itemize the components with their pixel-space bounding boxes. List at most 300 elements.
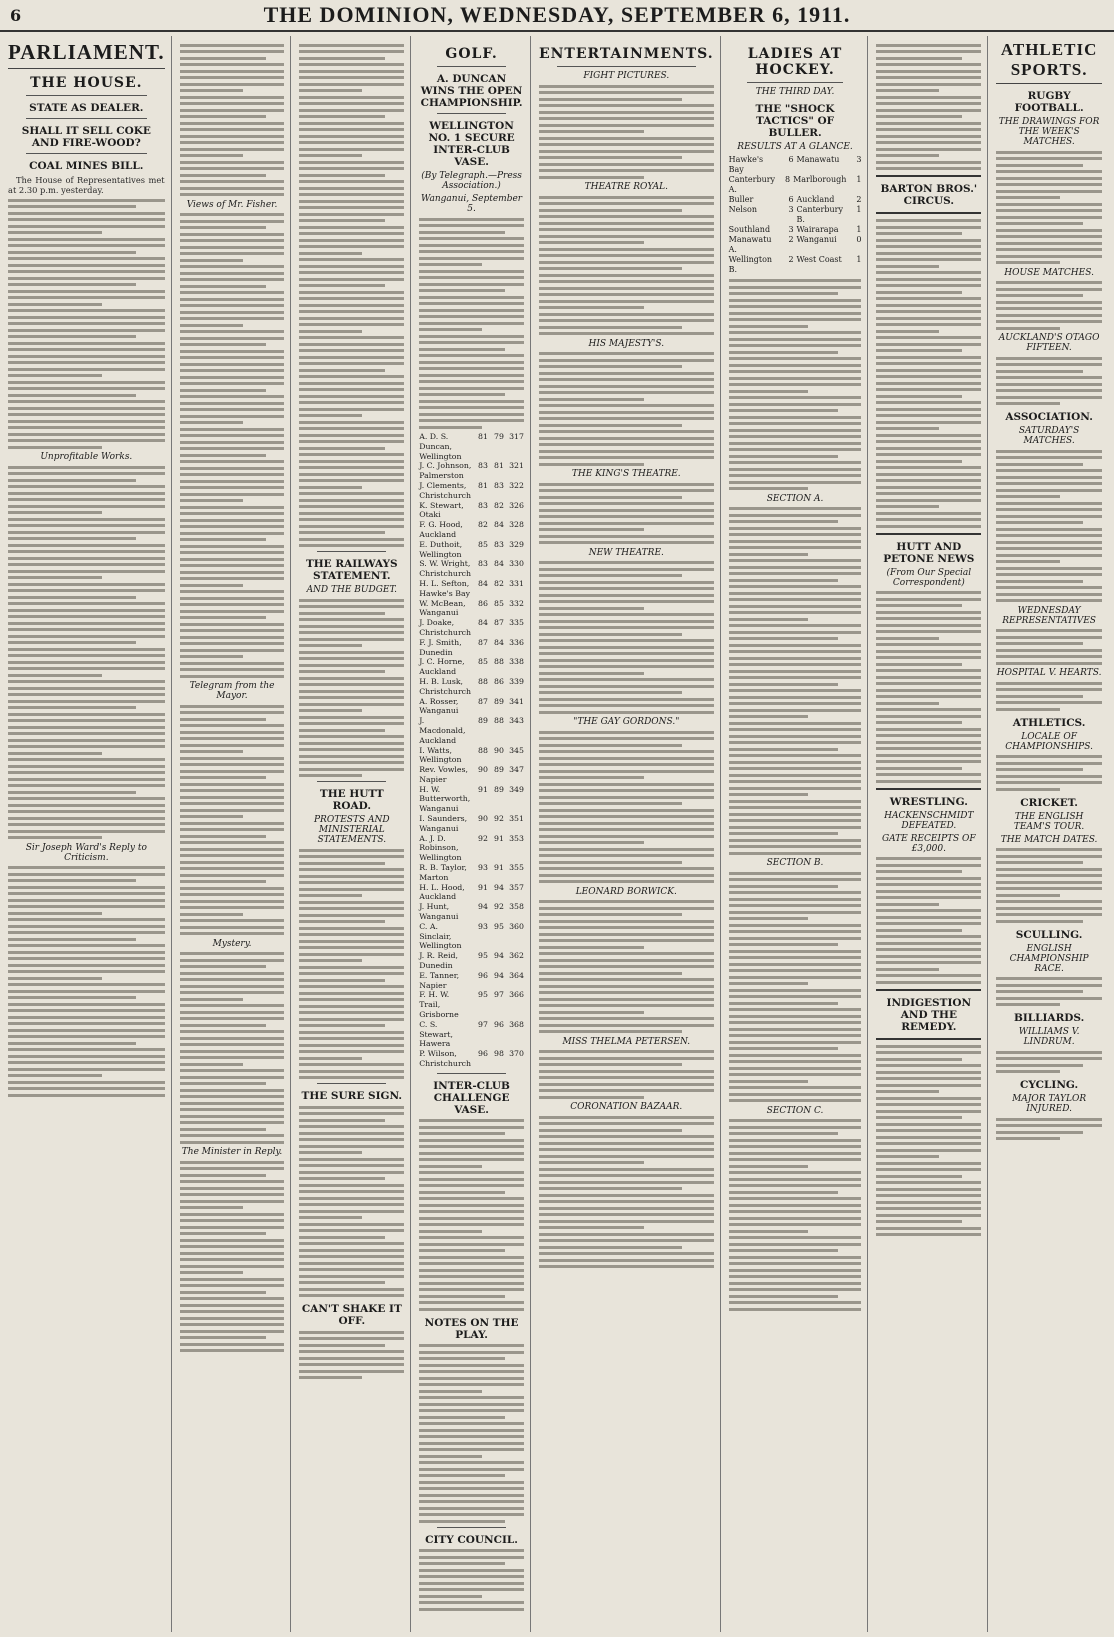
hockey-result-row — [729, 175, 862, 195]
player-name: H. L. Hood, Auckland — [419, 882, 465, 902]
intro-text: The House of Representatives met at 2.30 p.m. yesterday. — [8, 175, 165, 195]
score-cell: 329 — [509, 539, 524, 549]
score-cell: 89 — [494, 765, 504, 775]
intercup-heading: INTER-CLUB CHALLENGE VASE. — [433, 1079, 510, 1116]
minister-reply-heading: The Minister in Reply. — [181, 1147, 283, 1157]
score-cell: 87 — [478, 696, 488, 706]
score-cell: 90 — [478, 814, 488, 824]
golf-score-row — [419, 922, 524, 951]
score-cell: 98 — [494, 1049, 504, 1059]
text-lines — [996, 977, 1102, 1006]
score-cell: 331 — [509, 578, 524, 588]
section-c-heading: SECTION C. — [766, 1105, 824, 1116]
score-cell: 82 — [478, 520, 488, 530]
golf-score-row — [419, 863, 524, 883]
hockey-heading: LADIES AT HOCKEY. — [747, 46, 843, 78]
player-name: J. C. Horne, Auckland — [419, 657, 465, 677]
text-lines — [876, 591, 981, 783]
leonard-borwick-heading: LEONARD BORWICK. — [575, 886, 677, 897]
text-lines — [419, 1119, 524, 1311]
coronation-bazaar-heading: CORONATION BAZAAR. — [570, 1102, 683, 1112]
saturday-matches-heading: SATURDAY'S MATCHES. — [1018, 426, 1080, 446]
auckland-otago-heading: AUCKLAND'S OTAGO FIFTEEN. — [998, 333, 1100, 353]
score-cell: 91 — [494, 863, 504, 873]
score-cell: 92 — [494, 902, 504, 912]
score-cell: 321 — [509, 461, 524, 471]
joseph-ward-heading: Sir Joseph Ward's Reply to Criticism. — [25, 842, 147, 863]
text-lines — [299, 44, 404, 548]
score-cell: 81 — [494, 461, 504, 471]
player-name: C. A. Sinclair, Wellington — [419, 921, 462, 951]
golf-score-row — [419, 902, 524, 922]
player-name: F. J. Smith, Dunedin — [419, 637, 462, 657]
text-lines — [876, 857, 981, 984]
score-cell: 353 — [509, 833, 524, 843]
team-name: Buller — [728, 195, 754, 204]
score-cell: 366 — [509, 990, 524, 1000]
score-cell: 96 — [478, 1049, 488, 1059]
score-cell: 88 — [494, 716, 504, 726]
text-lines — [996, 755, 1102, 791]
player-name: J. Macdonald, Auckland — [419, 716, 466, 745]
team-score: 2 — [788, 235, 794, 244]
golf-score-row — [419, 814, 524, 834]
score-cell: 91 — [478, 784, 488, 794]
gay-gordons-heading: "THE GAY GORDONS." — [573, 717, 680, 727]
player-name: J. Hunt, Wanganui — [419, 902, 459, 922]
english-tour-heading: THE ENGLISH TEAM'S TOUR. — [1013, 811, 1085, 832]
billiards-subheading: WILLIAMS V. LINDRUM. — [1018, 1027, 1080, 1047]
text-lines — [419, 1549, 524, 1611]
column-entertainments — [537, 36, 721, 1632]
masthead — [0, 0, 1114, 32]
player-name: K. Stewart, Otaki — [419, 500, 464, 520]
score-cell: 83 — [494, 480, 504, 490]
text-lines — [539, 1116, 714, 1269]
score-cell: 83 — [478, 500, 488, 510]
score-cell: 341 — [509, 696, 524, 706]
text-lines — [539, 731, 714, 884]
golf-score-row — [419, 785, 524, 814]
hockey-result-row — [729, 205, 862, 225]
score-cell: 84 — [494, 520, 504, 530]
text-lines — [996, 1118, 1102, 1141]
team-name: Wellington B. — [728, 255, 773, 274]
golf-wellington-heading: WELLINGTON NO. 1 SECURE INTER-CLUB VASE. — [428, 120, 515, 168]
score-cell: 360 — [509, 921, 524, 931]
score-cell: 82 — [494, 578, 504, 588]
score-cell: 88 — [478, 676, 488, 686]
score-cell: 83 — [494, 539, 504, 549]
score-cell: 91 — [478, 882, 488, 892]
column-parliament-continued — [178, 36, 292, 1632]
player-name: F. H. W. Trail, Grisborne — [419, 990, 459, 1020]
golf-score-row — [419, 520, 524, 540]
rugby-heading: RUGBY FOOTBALL. — [1014, 90, 1084, 114]
player-name: J. R. Reid, Dunedin — [419, 951, 458, 971]
column-athletic-sports — [994, 36, 1108, 1632]
score-cell: 97 — [494, 990, 504, 1000]
golf-score-row — [419, 834, 524, 863]
hutt-road-heading: THE HUTT ROAD. — [319, 788, 384, 812]
mystery-heading: Mystery. — [212, 938, 252, 949]
golf-score-row — [419, 971, 524, 991]
team-name: Nelson — [728, 205, 758, 214]
hospital-hearts-heading: HOSPITAL V. HEARTS. — [996, 668, 1102, 678]
indigestion-heading: INDIGESTION AND THE REMEDY. — [886, 996, 972, 1033]
team-name: Hawke's Bay — [728, 155, 764, 174]
player-name: E. Duthoit, Wellington — [419, 539, 463, 559]
text-lines — [996, 629, 1102, 665]
player-name: A. J. D. Robinson, Wellington — [419, 833, 462, 863]
theatre-royal-heading: THEATRE ROYAL. — [584, 182, 668, 192]
team-name: Wanganui — [796, 235, 837, 244]
team-name: Marlborough — [793, 175, 847, 184]
golf-dateline: Wanganui, September 5. — [421, 194, 523, 214]
score-cell: 95 — [478, 990, 488, 1000]
team-name: Wairarapa — [796, 225, 839, 234]
team-name: Auckland — [796, 195, 835, 204]
score-cell: 88 — [478, 745, 488, 755]
column-golf — [417, 36, 531, 1632]
player-name: H. L. Sefton, Hawke's Bay — [419, 578, 471, 598]
text-lines — [299, 599, 404, 778]
text-lines — [180, 705, 285, 936]
score-cell: 351 — [509, 814, 524, 824]
team-name: Southland — [728, 225, 771, 234]
score-cell: 85 — [494, 598, 504, 608]
score-cell: 94 — [478, 902, 488, 912]
score-cell: 95 — [494, 921, 504, 931]
golf-score-row — [419, 559, 524, 579]
barton-circus-heading: BARTON BROS.' CIRCUS. — [880, 183, 978, 207]
score-cell: 357 — [509, 882, 524, 892]
score-cell: 95 — [478, 951, 488, 961]
player-name: P. Wilson, Christchurch — [419, 1049, 472, 1068]
score-cell: 90 — [478, 765, 488, 775]
text-lines — [539, 196, 714, 336]
golf-score-row — [419, 716, 524, 745]
team-score: 6 — [788, 155, 794, 164]
text-lines — [539, 352, 714, 466]
section-b-heading: SECTION B. — [766, 858, 824, 868]
score-cell: 345 — [509, 745, 524, 755]
golf-score-row — [419, 579, 524, 599]
score-cell: 94 — [494, 970, 504, 980]
text-lines — [180, 213, 285, 678]
golf-subheading: A. DUNCAN WINS THE OPEN CHAMPIONSHIP. — [420, 73, 523, 109]
railways-heading: THE RAILWAYS STATEMENT. — [305, 558, 398, 582]
entertainments-heading: ENTERTAINMENTS. — [538, 46, 714, 62]
player-name: F. G. Hood, Auckland — [419, 520, 463, 539]
text-lines — [996, 450, 1102, 603]
golf-score-row — [419, 990, 524, 1019]
score-cell: 349 — [509, 784, 524, 794]
text-lines — [539, 561, 714, 714]
team-score: 3 — [856, 155, 862, 164]
sure-sign-heading: THE SURE SIGN. — [301, 1090, 403, 1102]
thelma-petersen-heading: MISS THELMA PETERSEN. — [562, 1036, 691, 1047]
golf-score-row — [419, 618, 524, 638]
score-cell: 94 — [494, 882, 504, 892]
score-cell: 88 — [494, 657, 504, 667]
golf-score-row — [419, 657, 524, 677]
team-score: 6 — [788, 195, 794, 204]
text-lines — [180, 1161, 285, 1353]
team-score: 8 — [784, 175, 791, 184]
text-lines — [299, 849, 404, 1080]
athletics-heading: ATHLETICS. — [1012, 716, 1086, 729]
player-name: R. B. Taylor, Marton — [419, 863, 467, 882]
text-lines — [996, 151, 1102, 265]
results-glance-heading: RESULTS AT A GLANCE. — [737, 142, 853, 152]
player-name: J. Doake, Christchurch — [419, 618, 472, 637]
score-cell: 368 — [509, 1019, 524, 1029]
text-lines — [539, 483, 714, 545]
player-name: J. C. Johnson, Palmerston — [419, 461, 472, 481]
score-cell: 328 — [509, 520, 524, 530]
score-cell: 89 — [494, 784, 504, 794]
hockey-result-row — [729, 155, 862, 175]
team-score: 1 — [856, 205, 862, 214]
kings-theatre-heading: THE KING'S THEATRE. — [571, 469, 681, 479]
notes-play-heading: NOTES ON THE PLAY. — [424, 1316, 519, 1341]
golf-score-row — [419, 765, 524, 785]
sculling-subheading: ENGLISH CHAMPIONSHIP RACE. — [1009, 943, 1089, 974]
golf-score-row — [419, 677, 524, 697]
page-number: 6 — [10, 5, 22, 25]
score-cell: 343 — [509, 716, 524, 726]
score-cell: 84 — [494, 559, 504, 569]
score-cell: 84 — [478, 578, 488, 588]
hutt-petone-subheading: (From Our Special Correspondent) — [886, 567, 972, 588]
telegram-heading: Telegram from the Mayor. — [189, 681, 275, 701]
text-lines — [539, 900, 714, 1033]
golf-score-row — [419, 883, 524, 903]
golf-score-row — [419, 951, 524, 971]
text-lines — [729, 279, 862, 490]
score-cell: 89 — [494, 696, 504, 706]
score-cell: 332 — [509, 598, 524, 608]
team-score: 2 — [856, 195, 862, 204]
score-cell: 90 — [494, 745, 504, 755]
text-lines — [8, 199, 165, 449]
text-lines — [876, 219, 981, 528]
text-lines — [996, 1051, 1102, 1074]
team-name: West Coast — [796, 255, 842, 264]
athletic-sports-heading: ATHLETIC SPORTS. — [996, 40, 1102, 84]
views-fisher-heading: Views of Mr. Fisher. — [186, 199, 278, 210]
player-name: A. Rosser, Wanganui — [419, 696, 459, 716]
hockey-result-row — [729, 235, 862, 255]
score-cell: 87 — [494, 618, 504, 628]
article-body — [8, 175, 165, 195]
section-a-heading: SECTION A. — [766, 493, 824, 504]
score-cell: 91 — [494, 833, 504, 843]
player-name: A. D. S. Duncan, Wellington — [419, 432, 462, 461]
player-name: E. Tanner, Napier — [419, 970, 460, 990]
text-lines — [8, 866, 165, 1097]
newspaper-title: THE DOMINION, WEDNESDAY, SEPTEMBER 6, 1911. — [263, 2, 851, 27]
cricket-heading: CRICKET. — [1020, 796, 1078, 809]
text-lines — [299, 1331, 404, 1380]
score-cell: 97 — [478, 1019, 488, 1029]
coal-bill-heading: COAL MINES BILL. — [29, 160, 144, 172]
golf-score-row — [419, 432, 524, 461]
his-majestys-heading: HIS MAJESTY'S. — [588, 338, 665, 349]
column-seven — [874, 36, 988, 1632]
score-cell: 326 — [509, 500, 524, 510]
score-cell: 336 — [509, 637, 524, 647]
house-heading: THE HOUSE. — [30, 75, 143, 91]
golf-score-row — [419, 599, 524, 619]
hockey-result-row — [729, 225, 862, 235]
score-cell: 84 — [478, 618, 488, 628]
score-cell: 92 — [494, 814, 504, 824]
column-parliament — [6, 36, 172, 1632]
column-hockey — [727, 36, 869, 1632]
score-cell: 84 — [494, 637, 504, 647]
score-cell: 370 — [509, 1049, 524, 1059]
text-lines — [729, 872, 862, 1103]
score-cell: 83 — [478, 559, 488, 569]
golf-scores-table — [419, 432, 524, 1069]
score-cell: 87 — [478, 637, 488, 647]
locale-championships-heading: LOCALE OF CHAMPIONSHIPS. — [1005, 731, 1093, 752]
score-cell: 362 — [509, 951, 524, 961]
team-score: 1 — [856, 255, 862, 264]
cycling-subheading: MAJOR TAYLOR INJURED. — [1012, 1094, 1087, 1114]
text-lines — [996, 682, 1102, 711]
shock-tactics-heading: THE "SHOCK TACTICS" OF BULLER. — [755, 103, 835, 139]
score-cell: 338 — [509, 657, 524, 667]
match-dates-heading: THE MATCH DATES. — [1000, 834, 1098, 845]
new-theatre-heading: NEW THEATRE. — [588, 547, 664, 558]
golf-byline: (By Telegraph.—Press Association.) — [421, 171, 522, 191]
hockey-results-table — [729, 155, 862, 275]
score-cell: 317 — [509, 432, 524, 441]
score-cell: 355 — [509, 863, 524, 873]
text-lines — [996, 281, 1102, 330]
team-score: 0 — [856, 235, 862, 244]
golf-score-row — [419, 540, 524, 560]
score-cell: 92 — [478, 833, 488, 843]
team-score: 1 — [856, 225, 862, 234]
newspaper-columns — [6, 36, 1108, 1632]
text-lines — [419, 1344, 524, 1523]
player-name: H. W. Butterworth, Wanganui — [419, 784, 471, 814]
team-name: Manawatu — [796, 155, 840, 164]
score-cell: 339 — [509, 676, 524, 686]
text-lines — [876, 1045, 981, 1237]
score-cell: 82 — [494, 500, 504, 510]
association-heading: ASSOCIATION. — [1005, 411, 1093, 423]
score-cell: 364 — [509, 970, 524, 980]
player-name: I. Watts, Wellington — [419, 745, 462, 765]
budget-heading: AND THE BUDGET. — [306, 585, 398, 595]
draws-heading: THE DRAWINGS FOR THE WEEK'S MATCHES. — [998, 117, 1100, 147]
cycling-heading: CYCLING. — [1020, 1079, 1079, 1091]
player-name: J. Clements, Christchurch — [419, 480, 472, 500]
text-lines — [8, 466, 165, 840]
sculling-heading: SCULLING. — [1015, 928, 1083, 941]
score-cell: 85 — [478, 657, 488, 667]
team-name: Canterbury A. — [728, 175, 776, 194]
score-cell: 83 — [478, 461, 488, 471]
coke-heading: SHALL IT SELL COKE AND FIRE-WOOD? — [21, 125, 151, 149]
text-lines — [996, 357, 1102, 406]
golf-score-row — [419, 638, 524, 658]
golf-score-row — [419, 746, 524, 766]
billiards-heading: BILLIARDS. — [1013, 1012, 1085, 1024]
golf-score-row — [419, 697, 524, 717]
score-cell: 96 — [494, 1019, 504, 1029]
player-name: S. W. Wright, Christchurch — [419, 559, 472, 579]
player-name: W. McBean, Wanganui — [419, 598, 466, 618]
score-cell: 86 — [494, 676, 504, 686]
text-lines — [996, 848, 1102, 923]
text-lines — [539, 1050, 714, 1099]
hutt-petone-heading: HUTT AND PETONE NEWS — [883, 540, 975, 565]
house-matches-heading: HOUSE MATCHES. — [1004, 267, 1094, 278]
third-day-heading: THE THIRD DAY. — [755, 87, 835, 97]
score-cell: 94 — [494, 951, 504, 961]
score-cell: 81 — [478, 480, 488, 490]
score-cell: 93 — [478, 921, 488, 931]
score-cell: 85 — [478, 539, 488, 549]
golf-score-row — [419, 501, 524, 521]
protests-heading: PROTESTS AND MINISTERIAL STATEMENTS. — [314, 815, 390, 845]
text-lines — [419, 218, 524, 429]
parliament-heading: PARLIAMENT. — [8, 40, 165, 69]
score-cell: 322 — [509, 480, 524, 490]
team-name: Canterbury B. — [796, 205, 843, 224]
team-score: 2 — [788, 255, 794, 264]
text-lines — [729, 1119, 862, 1311]
hockey-result-row — [729, 195, 862, 205]
team-score: 1 — [856, 175, 862, 184]
unprofitable-heading: Unprofitable Works. — [40, 452, 133, 462]
score-cell: 96 — [478, 970, 488, 980]
column-three — [297, 36, 411, 1632]
wednesday-reps-heading: WEDNESDAY REPRESENTATIVES — [1002, 605, 1096, 626]
golf-score-row — [419, 461, 524, 481]
cant-shake-heading: CAN'T SHAKE IT OFF. — [301, 1303, 402, 1327]
hackenschmidt-heading: HACKENSCHMIDT DEFEATED. — [884, 810, 974, 831]
score-cell: 86 — [478, 598, 488, 608]
golf-heading: GOLF. — [445, 46, 498, 62]
score-cell: 358 — [509, 902, 524, 912]
player-name: C. S. Stewart, Hawera — [419, 1019, 453, 1049]
score-cell: 93 — [478, 863, 488, 873]
score-cell: 330 — [509, 559, 524, 569]
golf-score-row — [419, 1020, 524, 1049]
gate-receipts-heading: GATE RECEIPTS OF £3,000. — [881, 833, 976, 854]
team-name: Manawatu A. — [728, 235, 772, 254]
state-dealer-heading: STATE AS DEALER. — [29, 102, 144, 114]
text-lines — [729, 507, 862, 855]
golf-score-row — [419, 481, 524, 501]
city-council-heading: CITY COUNCIL. — [425, 1533, 518, 1546]
score-cell: 89 — [478, 716, 488, 726]
player-name: Rev. Vowles, Napier — [419, 765, 468, 784]
score-cell: 79 — [494, 432, 504, 441]
score-cell: 335 — [509, 618, 524, 628]
text-lines — [180, 952, 285, 1144]
team-score: 3 — [788, 205, 794, 214]
player-name: I. Saunders, Wanganui — [419, 814, 468, 833]
text-lines — [539, 85, 714, 179]
